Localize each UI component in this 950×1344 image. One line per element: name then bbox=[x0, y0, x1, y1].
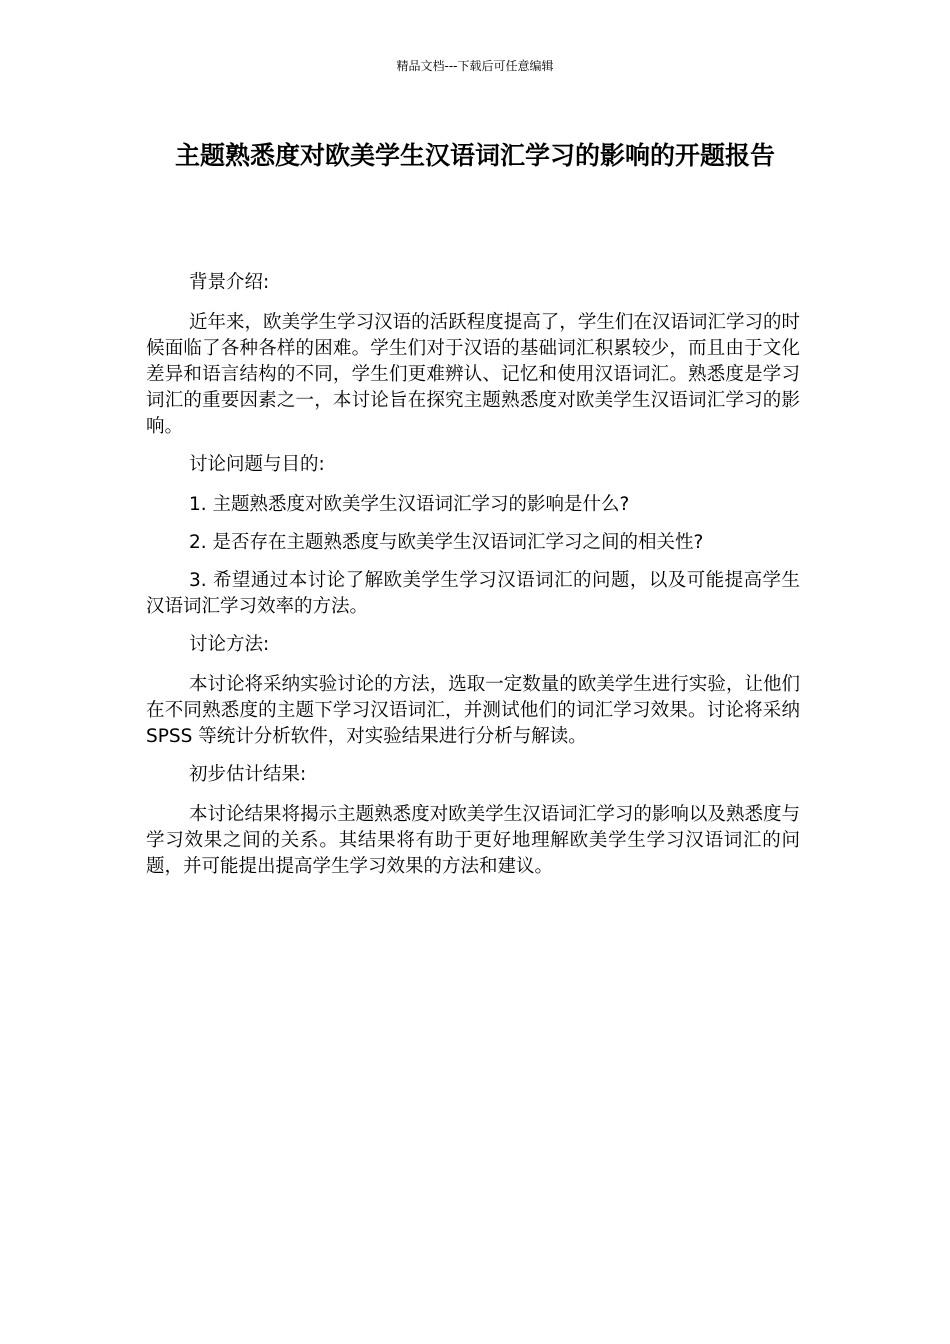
section-heading-background: 背景介绍: bbox=[189, 272, 270, 293]
section-heading-results: 初步估计结果: bbox=[189, 764, 307, 785]
document-body bbox=[146, 270, 800, 892]
paragraph-results: 本讨论结果将揭示主题熟悉度对欧美学生汉语词汇学习的影响以及熟悉度与学习效果之间的关系。其结果将有助于更好地理解欧美学生学习汉语词汇的问题，并可能提出提高学生学习效果的方法和建议。 bbox=[146, 804, 800, 877]
section-heading-method: 讨论方法: bbox=[189, 634, 270, 655]
header-note: 精品文档---下载后可任意编辑 bbox=[396, 59, 554, 73]
paragraph-background: 近年来，欧美学生学习汉语的活跃程度提高了，学生们在汉语词汇学习的时候面临了各种各样的困难。学生们对于汉语的基础词汇积累较少，而且由于文化差异和语言结构的不同，学生们更难辨认、记忆和使用汉语词汇。熟悉度是学习词汇的重要因素之一，本讨论旨在探究主题熟悉度对欧美学生汉语词汇学习的影响。 bbox=[146, 312, 800, 437]
question-item-1: 1. 主题熟悉度对欧美学生汉语词汇学习的影响是什么? bbox=[189, 494, 630, 515]
question-item-2: 2. 是否存在主题熟悉度与欧美学生汉语词汇学习之间的相关性? bbox=[189, 532, 704, 553]
document-title: 主题熟悉度对欧美学生汉语词汇学习的影响的开题报告 bbox=[174, 141, 775, 170]
question-item-3: 3. 希望通过本讨论了解欧美学生学习汉语词汇的问题，以及可能提高学生汉语词汇学习效率的方法。 bbox=[146, 570, 800, 617]
section-heading-questions: 讨论问题与目的: bbox=[189, 454, 325, 475]
paragraph-method: 本讨论将采纳实验讨论的方法，选取一定数量的欧美学生进行实验，让他们在不同熟悉度的主题下学习汉语词汇，并测试他们的词汇学习效果。讨论将采纳 SPSS 等统计分析软件，对实验结果进行分析与解读。 bbox=[146, 674, 800, 747]
